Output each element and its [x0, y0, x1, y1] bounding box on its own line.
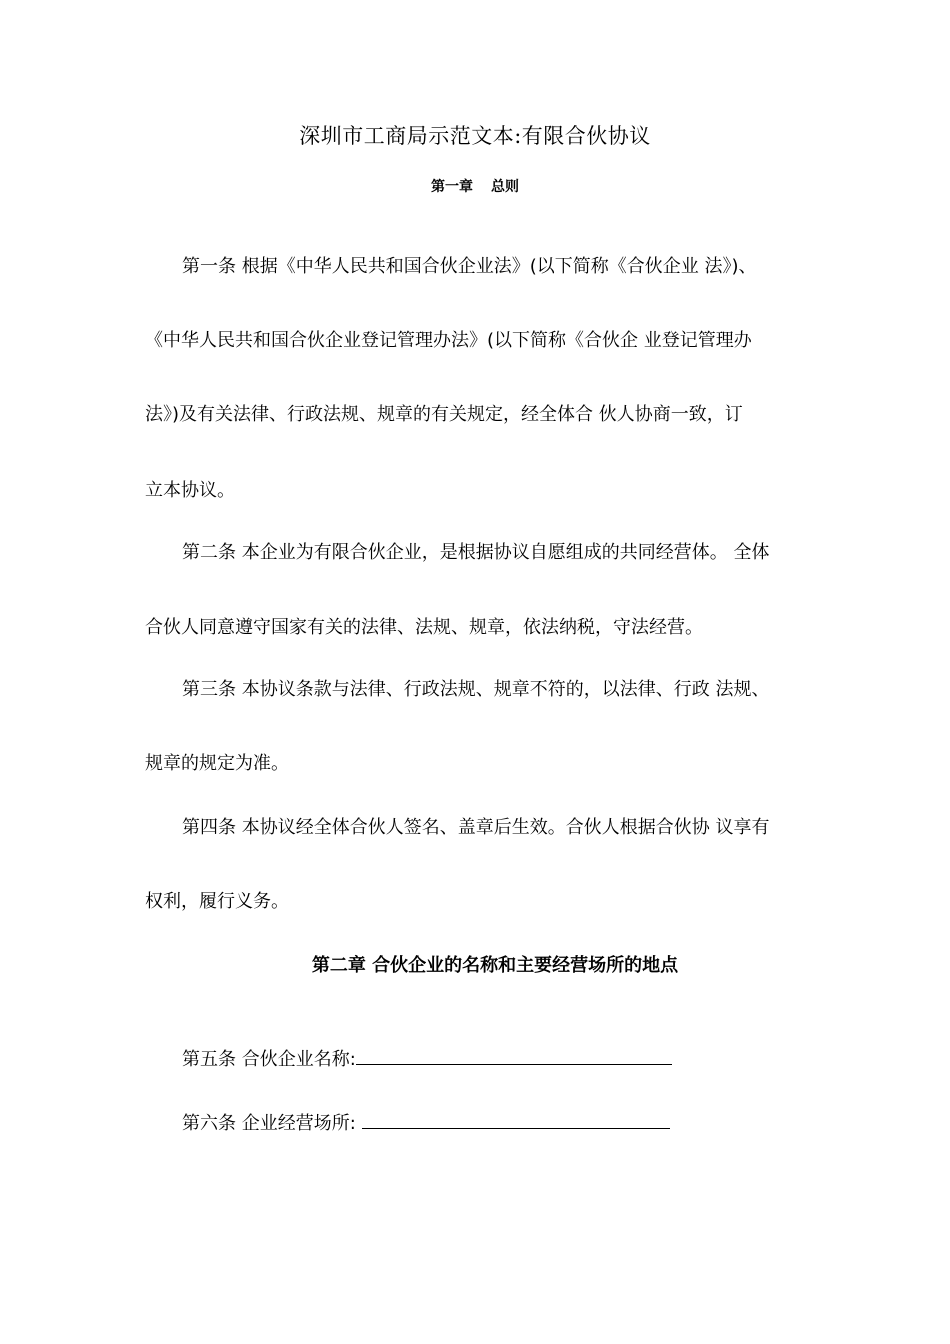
chapter-2-heading: 第二章 合伙企业的名称和主要经营场所的地点 [311, 955, 679, 976]
chapter-1-heading [0, 176, 950, 196]
article-1-line-1: 第一条 根据《中华人民共和国合伙企业法》(以下简称《合伙企业 法》)、 [182, 256, 757, 277]
article-3-line-2: 规章的规定为准。 [145, 753, 289, 774]
article-2-line-1: 第二条 本企业为有限合伙企业，是根据协议自愿组成的共同经营体。 全体 [182, 542, 770, 563]
article-1-line-2: 《中华人民共和国合伙企业登记管理办法》(以下简称《合伙企 业登记管理办 [145, 330, 752, 351]
article-4-line-2: 权利，履行义务。 [145, 891, 289, 912]
article-1-line-4: 立本协议。 [145, 480, 235, 501]
article-5-line [182, 1046, 672, 1073]
article-6-label: 第六条 企业经营场所: [182, 1113, 362, 1134]
business-address-blank[interactable] [362, 1110, 670, 1129]
article-4-line-1: 第四条 本协议经全体合伙人签名、盖章后生效。合伙人根据合伙协 议享有 [182, 817, 770, 838]
article-5-label: 第五条 合伙企业名称: [182, 1049, 356, 1070]
article-2-line-2: 合伙人同意遵守国家有关的法律、法规、规章，依法纳税，守法经营。 [145, 617, 703, 638]
chapter-1-name: 总则 [491, 179, 519, 195]
article-3-line-1: 第三条 本协议条款与法律、行政法规、规章不符的，以法律、行政 法规、 [182, 679, 770, 700]
chapter-1-label: 第一章 [431, 179, 473, 195]
article-1-line-3: 法》)及有关法律、行政法规、规章的有关规定，经全体合 伙人协商一致，订 [145, 404, 743, 425]
article-6-line [182, 1110, 670, 1137]
document-title: 深圳市工商局示范文本:有限合伙协议 [299, 124, 651, 148]
company-name-blank[interactable] [356, 1046, 672, 1065]
